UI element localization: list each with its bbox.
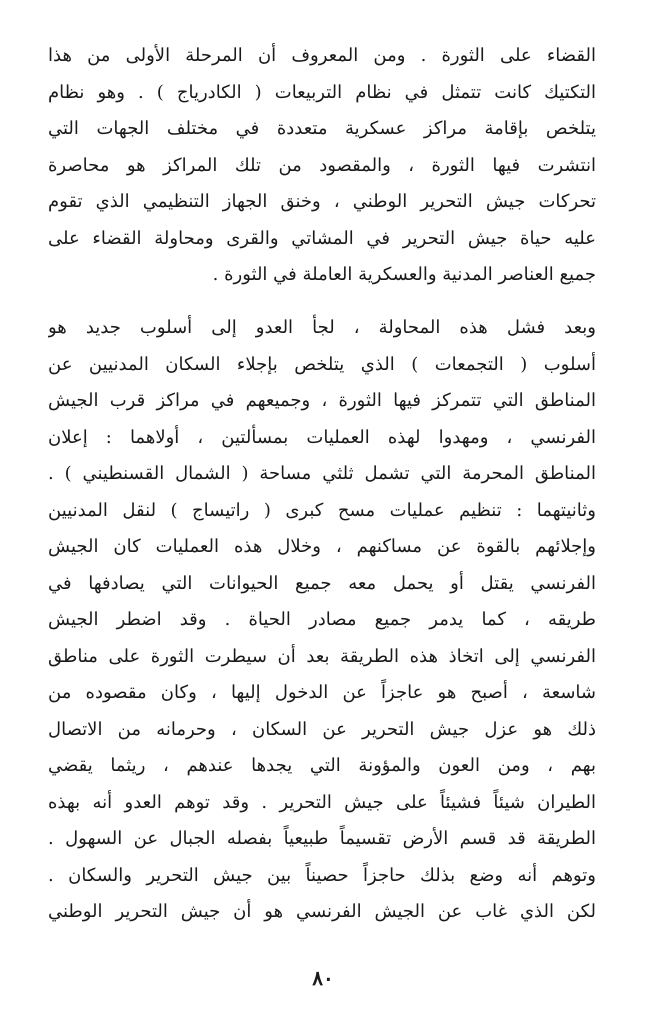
text-line: تحركات جيش التحرير الوطني ، وخنق الجهاز التنظيمي الذي تقوم	[48, 191, 596, 212]
text-line: التكتيك كانت تتمثل في نظام التربيعات ( الكادرياج ) . وهو نظام	[48, 81, 596, 103]
text-line: المناطق المحرمة التي تشمل ثلثي مساحة ( الشمال القسنطيني ) .	[48, 463, 596, 484]
text-line: جميع العناصر المدنية والعسكرية العاملة في الثورة .	[212, 264, 596, 285]
text-line: وثانيتهما : تنظيم عمليات مسح كبرى ( راتيساج ) لنقل المدنيين	[48, 499, 596, 521]
text-line: الفرنسي ، ومهدوا لهذه العمليات بمسألتين ، أولاهما : إعلان	[48, 426, 596, 448]
text-line: لكن الذي غاب عن الجيش الفرنسي هو أن جيش التحرير الوطني	[48, 901, 596, 922]
text-line: وإجلائهم بالقوة عن مساكنهم ، وخلال هذه العمليات كان الجيش	[48, 536, 596, 557]
text-line: الطريقة قد قسم الأرض تقسيماً طبيعياً بفصله الجبال عن السهول .	[48, 828, 596, 849]
text-line: الطيران شيئاً فشيئاً على جيش التحرير . وقد توهم العدو أنه بهذه	[48, 791, 596, 813]
paragraph-2	[48, 310, 596, 931]
text-line: القضاء على الثورة . ومن المعروف أن المرحلة الأولى من هذا	[48, 45, 596, 66]
text-line: وتوهم أنه وضع بذلك حاجزاً حصيناً بين جيش التحرير والسكان .	[48, 864, 596, 886]
text-line: شاسعة ، أصبح هو عاجزاً عن الدخول إليها ، وكان مقصوده من	[48, 682, 596, 703]
text-line: طريقه ، كما يدمر جميع مصادر الحياة . وقد اضطر الجيش	[48, 609, 596, 630]
page-number: ٨٠	[312, 966, 334, 990]
text-line: ذلك هو عزل جيش التحرير عن السكان ، وحرمانه من الاتصال	[48, 718, 596, 740]
text-line: وبعد فشل هذه المحاولة ، لجأ العدو إلى أسلوب جديد هو	[48, 317, 596, 338]
text-line: انتشرت فيها الثورة ، والمقصود من تلك المراكز هو محاصرة	[48, 154, 596, 176]
text-line: المناطق التي تتمركز فيها الثورة ، وجميعهم في مراكز قرب الجيش	[48, 390, 596, 411]
text-line: الفرنسي إلى اتخاذ هذه الطريقة بعد أن سيطرت الثورة على مناطق	[48, 645, 596, 667]
paragraph-1	[48, 38, 596, 294]
text-line: يتلخص بإقامة مراكز عسكرية متعددة في مختلف الجهات التي	[48, 118, 596, 139]
text-line: عليه حياة جيش التحرير في المشاتي والقرى ومحاولة القضاء على	[48, 227, 596, 249]
text-line: بهم ، ومن العون والمؤونة التي يجدها عندهم ، ريثما يقضي	[48, 755, 596, 776]
text-line: أسلوب ( التجمعات ) الذي يتلخص بإجلاء السكان المدنيين عن	[48, 353, 596, 375]
text-line: الفرنسي يقتل أو يحمل معه جميع الحيوانات التي يصادفها في	[48, 572, 596, 594]
